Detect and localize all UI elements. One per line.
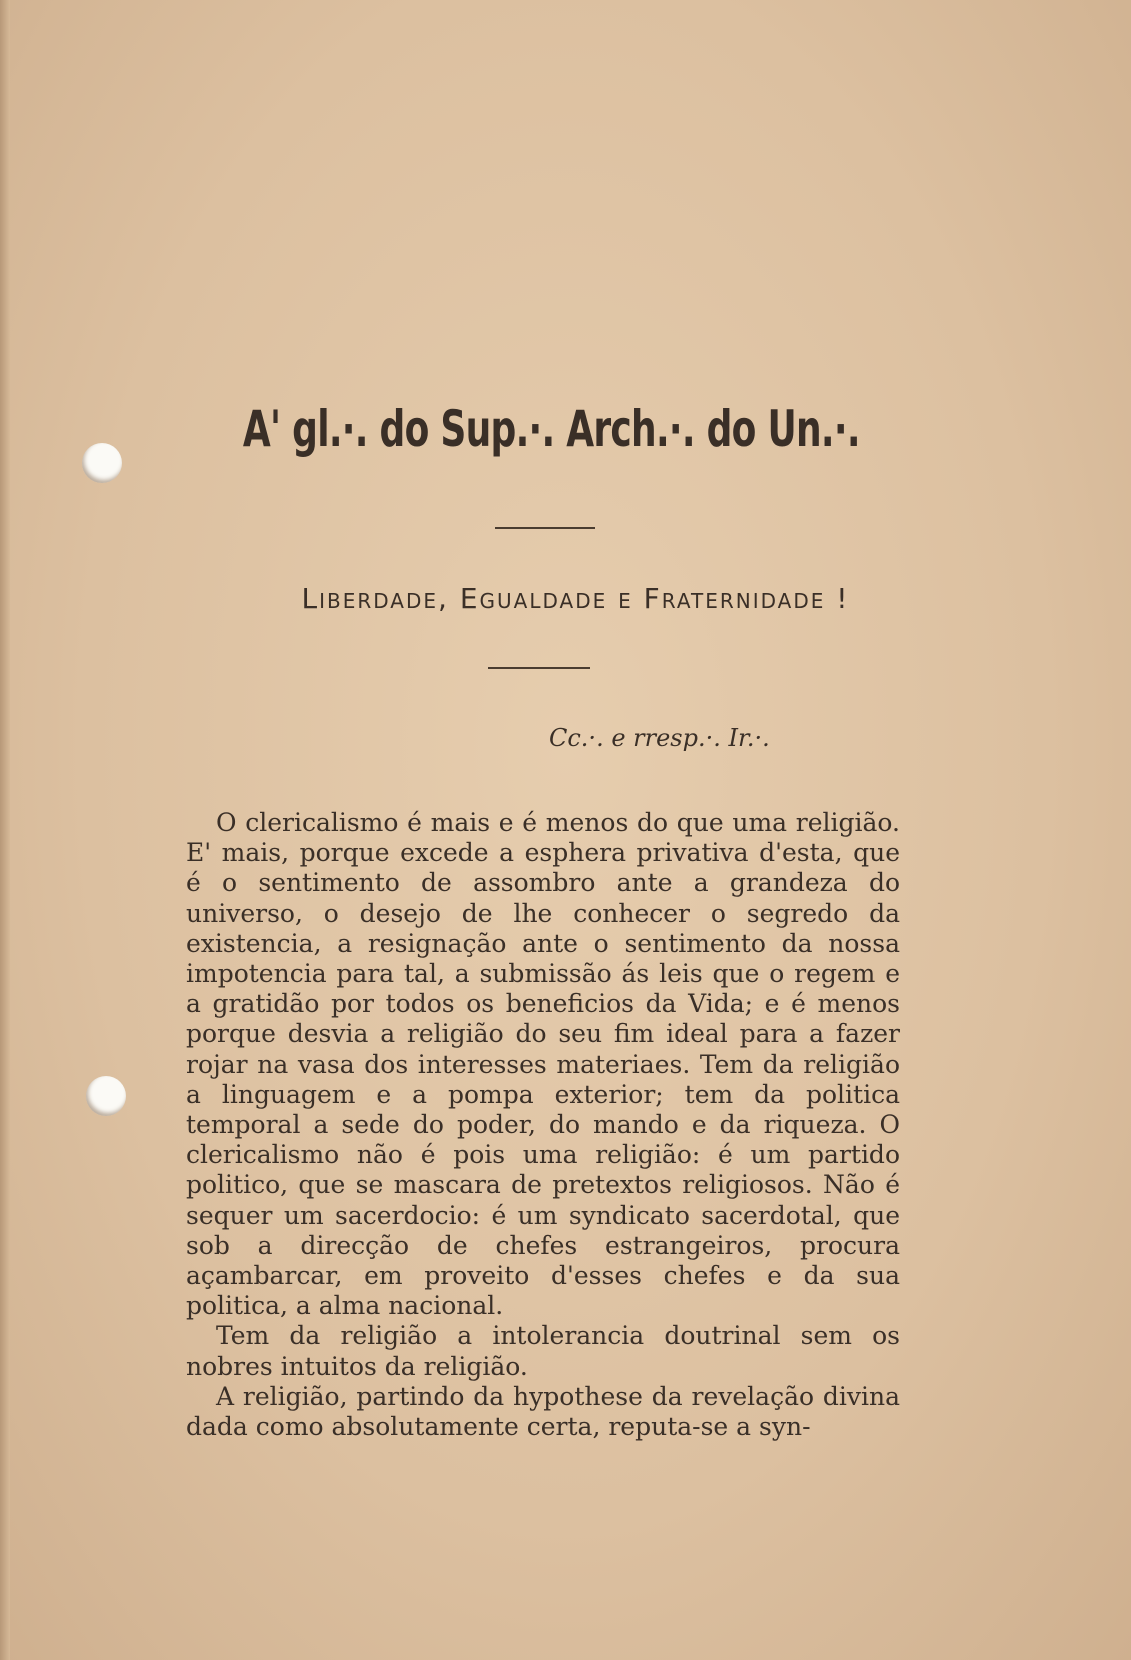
page-heading: A' gl.·. do Sup.·. Arch.·. do Un.·.: [242, 400, 860, 458]
body-text: [186, 808, 900, 1442]
salutation: Cc.·. e rresp.·. Ir.·.: [549, 724, 770, 752]
punch-hole: [82, 443, 122, 483]
divider: [495, 527, 595, 529]
motto: Liberdade, Egualdade e Fraternidade !: [301, 582, 850, 615]
paragraph: O clericalismo é mais e é menos do que uma religião. E' mais, porque excede a esphera privativa d'esta, que é o sentimento de assombro ante a grandeza do universo, o desejo de lhe conhecer o segredo da existencia, a resignação ante o sentimento da nossa impotencia para tal, a submissão ás leis que o regem e a gratidão por todos os beneficios da Vida; e é menos porque desvia a religião do seu fim ideal para a fazer rojar na vasa dos interesses materiaes. Tem da religião a linguagem e a pompa exterior; tem da politica temporal a sede do poder, do mando e da riqueza. O clericalismo não é pois uma religião: é um partido politico, que se mascara de pretextos religiosos. Não é sequer um sacerdocio: é um syndicato sacerdotal, que sob a direcção de chefes estrangeiros, procura açambarcar, em proveito d'esses chefes e da sua politica, a alma nacional.: [186, 808, 900, 1321]
paragraph: Tem da religião a intolerancia doutrinal sem os nobres intuitos da religião.: [186, 1321, 900, 1381]
page-edge: [0, 0, 10, 1660]
paragraph: A religião, partindo da hypothese da revelação divina dada como absolutamente certa, reputa-se a syn-: [186, 1381, 900, 1442]
divider: [488, 667, 590, 669]
punch-hole: [86, 1076, 126, 1116]
